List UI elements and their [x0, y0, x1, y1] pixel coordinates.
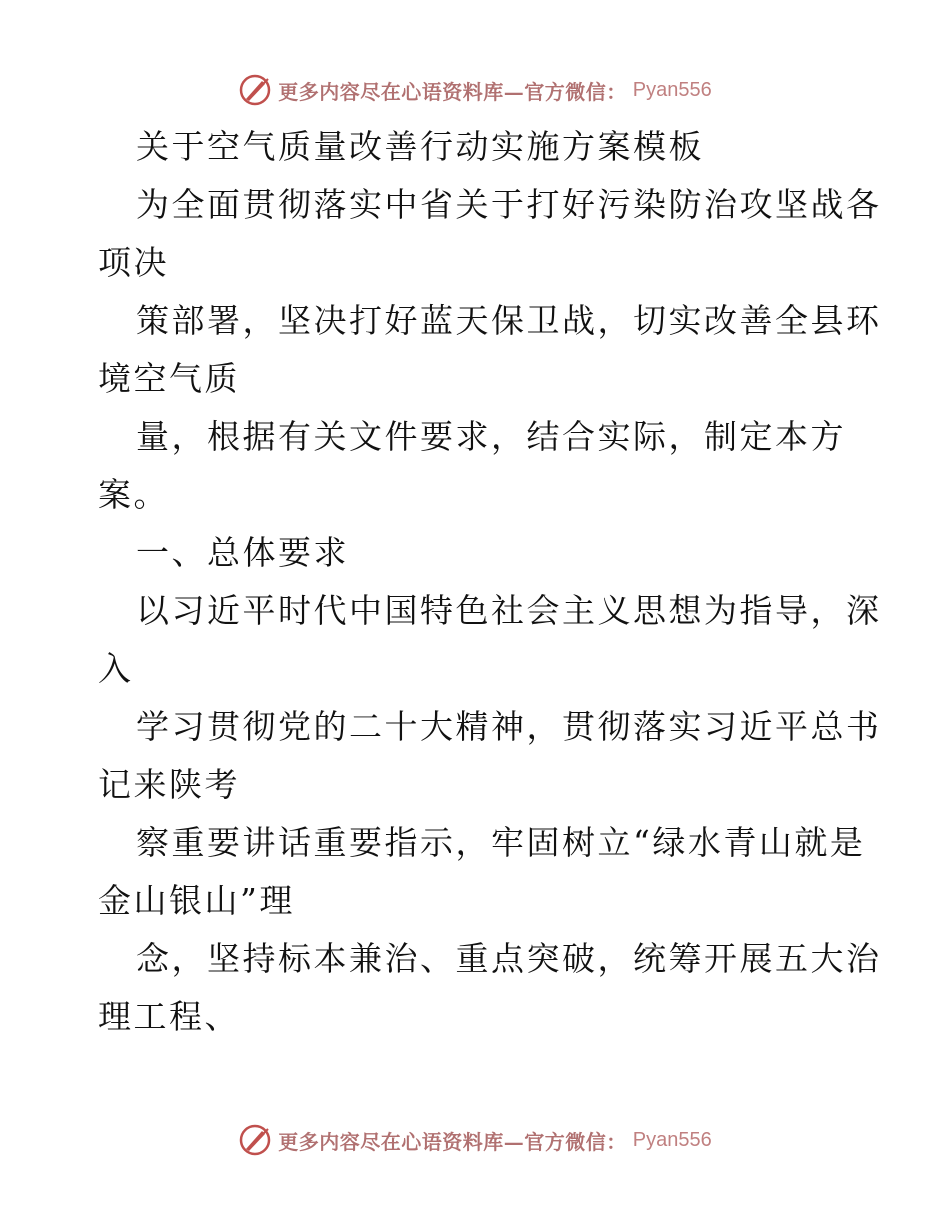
paragraph-line: 策部署，坚决打好蓝天保卫战，切实改善全县环	[136, 301, 882, 340]
paragraph-line: 以习近平时代中国特色社会主义思想为指导，深	[136, 591, 882, 630]
quill-logo-icon	[238, 1123, 272, 1157]
document-title: 关于空气质量改善行动实施方案模板	[136, 127, 704, 166]
wechat-id: Pyan556	[632, 78, 712, 101]
paragraph-line: 金山银山”理	[98, 881, 295, 920]
paragraph-line: 察重要讲话重要指示，牢固树立“绿水青山就是	[136, 823, 866, 862]
paragraph-line: 理工程、	[98, 997, 240, 1036]
paragraph-line: 为全面贯彻落实中省关于打好污染防治攻坚战各	[136, 185, 882, 224]
wechat-id: Pyan556	[632, 1128, 712, 1151]
quill-logo-icon	[238, 73, 272, 107]
header-watermark-banner	[0, 70, 950, 110]
paragraph-line: 境空气质	[98, 359, 240, 398]
footer-watermark-banner	[0, 1120, 950, 1160]
banner-text: 更多内容尽在心语资料库—官方微信：	[278, 1129, 627, 1154]
banner-text: 更多内容尽在心语资料库—官方微信：	[278, 79, 627, 104]
paragraph-line: 学习贯彻党的二十大精神，贯彻落实习近平总书	[136, 707, 882, 746]
section-heading: 一、总体要求	[136, 533, 349, 572]
document-body	[98, 118, 882, 1046]
paragraph-line: 记来陕考	[98, 765, 240, 804]
paragraph-line: 量，根据有关文件要求，结合实际，制定本方	[136, 417, 846, 456]
paragraph-line: 入	[98, 649, 134, 688]
paragraph-line: 项决	[98, 243, 169, 282]
paragraph-line: 案。	[98, 475, 169, 514]
paragraph-line: 念，坚持标本兼治、重点突破，统筹开展五大治	[136, 939, 882, 978]
